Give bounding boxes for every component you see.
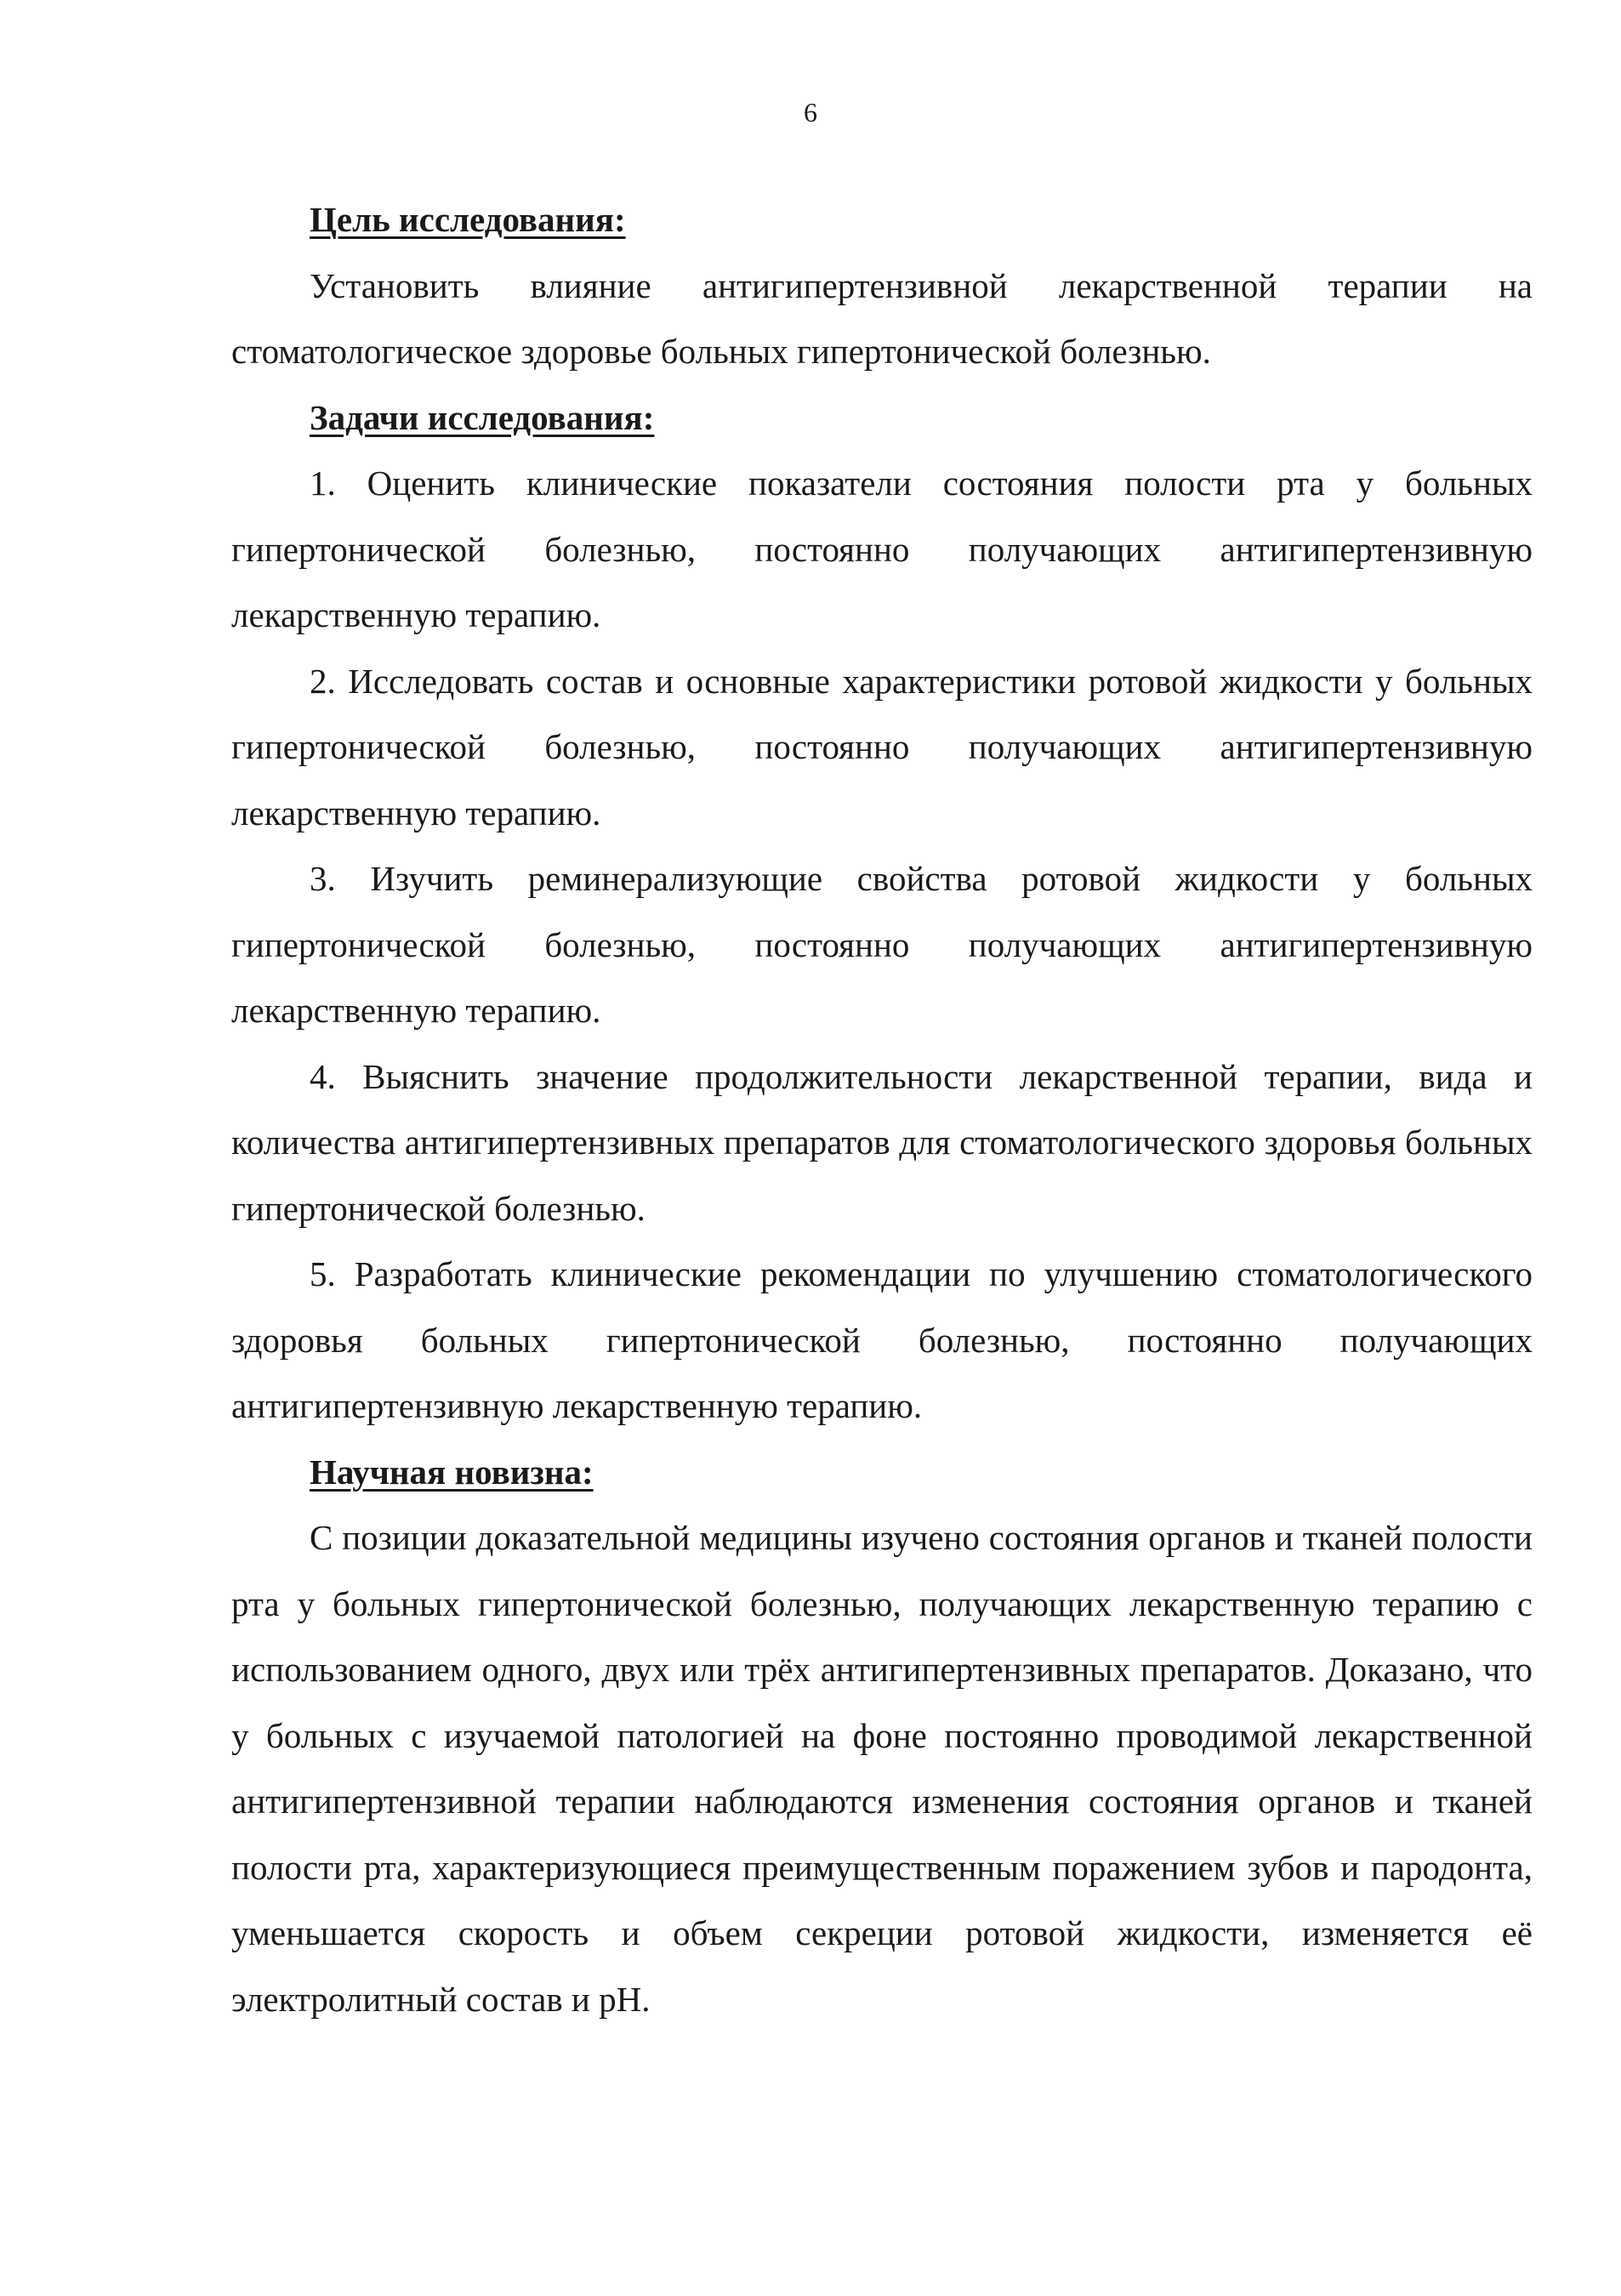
task-item-3: 3. Изучить реминерализующие свойства ротовой жидкости у больных гипертонической болезнью, постоянно получающих антигипертензивную лекарственную терапию. — [231, 859, 1533, 1030]
page-number: 6 — [804, 97, 817, 128]
task-item-4: 4. Выяснить значение продолжительности лекарственной терапии, вида и количества антигипертензивных препаратов для стоматологического здоровья больных гипертонической болезнью. — [231, 1056, 1533, 1228]
novelty-heading-text: Научная новизна: — [310, 1452, 594, 1492]
task-item-2: 2. Исследовать состав и основные характеристики ротовой жидкости у больных гипертонической болезнью, постоянно получающих антигипертензивную лекарственную терапию. — [231, 661, 1533, 833]
goal-text: Установить влияние антигипертензивной лекарственной терапии на стоматологическое здоровье больных гипертонической болезнью. — [231, 265, 1533, 371]
page-content — [231, 187, 1533, 2032]
goal-heading — [231, 187, 1533, 253]
novelty-heading — [231, 1440, 1533, 1506]
task-item-1: 1. Оценить клинические показатели состояния полости рта у больных гипертонической болезнью, постоянно получающих антигипертензивную лекарственную терапию. — [231, 463, 1533, 634]
novelty-text: С позиции доказательной медицины изучено состояния органов и тканей полости рта у больных гипертонической болезнью, получающих лекарственную терапию с использованием одного, двух или трёх антигипертензивных препаратов. Доказано, что у больных с изучаемой патологией на фоне постоянно проводимой лекарственной антигипертензивной терапии наблюдаются изменения состояния органов и тканей полости рта, характеризующиеся преимущественным поражением зубов и пародонта, уменьшается скорость и объем секреции ротовой жидкости, изменяется её электролитный состав и pH. — [231, 1518, 1533, 2019]
tasks-heading — [231, 385, 1533, 452]
task-item-5: 5. Разработать клинические рекомендации по улучшению стоматологического здоровья больных гипертонической болезнью, постоянно получающих антигипертензивную лекарственную терапию. — [231, 1254, 1533, 1425]
tasks-heading-text: Задачи исследования: — [310, 397, 655, 437]
goal-heading-text: Цель исследования: — [310, 200, 626, 239]
